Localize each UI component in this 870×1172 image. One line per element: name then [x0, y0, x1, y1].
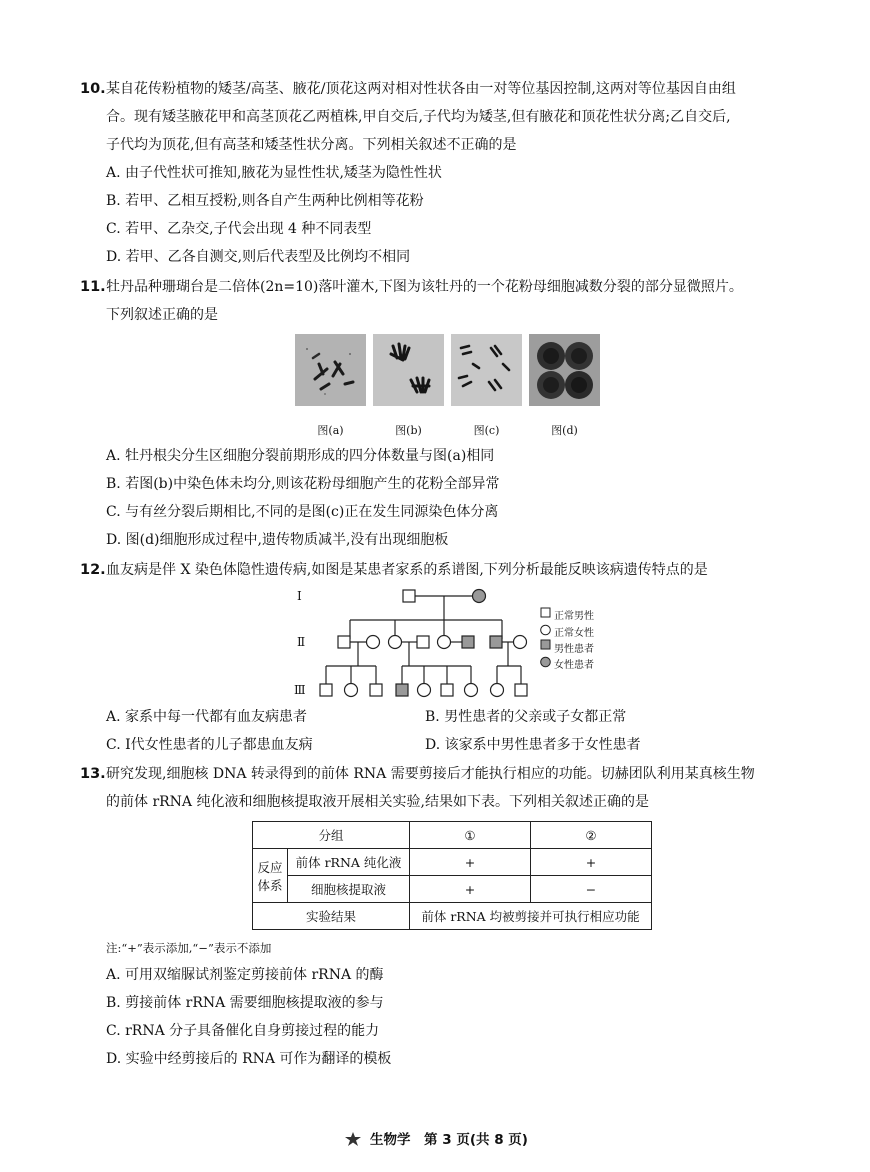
micrograph-a — [295, 334, 366, 406]
table-row — [253, 822, 652, 849]
question-10-stem-line-2: 合。现有矮茎腋花甲和高茎顶花乙两植株,甲自交后,子代均为矮茎,但有腋花和顶花性状分离;乙自交后, — [106, 109, 731, 125]
pedigree-gen3-affected-male — [396, 684, 408, 696]
pedigree-generation-2-label: Ⅱ — [297, 635, 306, 649]
pedigree-generation-3-label: Ⅲ — [294, 683, 306, 697]
question-12-stem: 血友病是伴 X 染色体隐性遗传病,如图是某患者家系的系谱图,下列分析最能反映该病遗传特点的是 — [106, 562, 708, 578]
question-13-option-d: D. 实验中经剪接后的 RNA 可作为翻译的模板 — [106, 1051, 392, 1067]
question-13-stem-line-2: 的前体 rRNA 纯化液和细胞核提取液开展相关实验,结果如下表。下列相关叙述正确的是 — [106, 794, 649, 810]
question-10-stem-line-3: 子代均为顶花,但有高茎和矮茎性状分离。下列相关叙述不正确的是 — [106, 137, 517, 153]
micrograph-caption-c: 图(c) — [473, 424, 500, 437]
table-header-group: 分组 — [253, 822, 410, 849]
table-row1-value1: + — [410, 849, 531, 876]
legend-affected-female: 女性患者 — [554, 660, 594, 671]
table-row2-label: 细胞核提取液 — [288, 876, 410, 903]
micrograph-b — [373, 334, 444, 406]
table-system-label-1: 反应 — [253, 849, 288, 876]
table-row2-value2: − — [531, 876, 652, 903]
table-system-label-2: 体系 — [253, 876, 288, 903]
table-header-col2: ② — [531, 822, 652, 849]
question-13-stem-line-1: 研究发现,细胞核 DNA 转录得到的前体 RNA 需要剪接后才能执行相应的功能。切赫团队利用某真核生物 — [106, 766, 755, 782]
legend-affected-male: 男性患者 — [554, 644, 594, 655]
question-13-option-a: A. 可用双缩脲试剂鉴定剪接前体 rRNA 的酶 — [106, 967, 384, 983]
question-11-option-d: D. 图(d)细胞形成过程中,遗传物质减半,没有出现细胞板 — [106, 532, 449, 548]
question-11-stem-line-1: 牡丹品种珊瑚台是二倍体(2n=10)落叶灌木,下图为该牡丹的一个花粉母细胞减数分裂的部分显微照片。 — [106, 279, 743, 295]
question-11-number: 11. — [80, 279, 106, 295]
pedigree-gen1-affected-female — [473, 590, 486, 603]
footer-page-text: 生物学 第 3 页(共 8 页) — [370, 1132, 528, 1148]
question-10-stem-line-1: 某自花传粉植物的矮茎/高茎、腋花/顶花这两对相对性状各由一对等位基因控制,这两对等位基因自由组 — [106, 81, 736, 97]
question-12-option-b: B. 男性患者的父亲或子女都正常 — [425, 709, 627, 725]
pedigree-chart — [290, 584, 540, 700]
pedigree-gen1-male — [403, 590, 415, 602]
question-12-option-a: A. 家系中每一代都有血友病患者 — [106, 709, 308, 725]
question-13-number: 13. — [80, 766, 106, 782]
table-row1-label: 前体 rRNA 纯化液 — [288, 849, 410, 876]
table-result-value: 前体 rRNA 均被剪接并可执行相应功能 — [410, 903, 652, 930]
question-12-option-d: D. 该家系中男性患者多于女性患者 — [425, 737, 641, 753]
table-note: 注:“+”表示添加,“−”表示不添加 — [106, 941, 272, 955]
question-11-stem-line-2: 下列叙述正确的是 — [106, 307, 218, 323]
table-row — [253, 849, 652, 876]
page-footer — [0, 1128, 870, 1148]
pedigree-legend-symbols — [540, 606, 552, 672]
legend-normal-female: 正常女性 — [554, 628, 594, 639]
micrograph-caption-b: 图(b) — [395, 424, 422, 437]
table-row2-value1: + — [410, 876, 531, 903]
question-13-option-c: C. rRNA 分子具备催化自身剪接过程的能力 — [106, 1023, 380, 1039]
pedigree-generation-1-label: Ⅰ — [297, 589, 302, 603]
pedigree-gen2-affected-male — [490, 636, 502, 648]
table-row — [253, 876, 652, 903]
micrograph-caption-d: 图(d) — [551, 424, 578, 437]
table-result-label: 实验结果 — [253, 903, 410, 930]
pedigree-gen2-affected-male — [462, 636, 474, 648]
micrograph-d — [529, 334, 600, 406]
question-12-number: 12. — [80, 562, 106, 578]
table-row — [253, 903, 652, 930]
question-10-option-a: A. 由子代性状可推知,腋花为显性性状,矮茎为隐性性状 — [106, 165, 442, 181]
question-10-option-c: C. 若甲、乙杂交,子代会出现 4 种不同表型 — [106, 221, 372, 237]
question-10-number: 10. — [80, 81, 106, 97]
table-header-col1: ① — [410, 822, 531, 849]
question-10-option-d: D. 若甲、乙各自测交,则后代表型及比例均不相同 — [106, 249, 411, 265]
question-11-option-c: C. 与有丝分裂后期相比,不同的是图(c)正在发生同源染色体分离 — [106, 504, 499, 520]
question-10-option-b: B. 若甲、乙相互授粉,则各自产生两种比例相等花粉 — [106, 193, 424, 209]
micrograph-caption-a: 图(a) — [317, 424, 344, 437]
experiment-results-table — [252, 821, 652, 930]
publisher-logo-icon — [342, 1131, 364, 1147]
legend-normal-male: 正常男性 — [554, 611, 594, 622]
question-11-option-b: B. 若图(b)中染色体未均分,则该花粉母细胞产生的花粉全部异常 — [106, 476, 500, 492]
question-13-option-b: B. 剪接前体 rRNA 需要细胞核提取液的参与 — [106, 995, 384, 1011]
question-11-option-a: A. 牡丹根尖分生区细胞分裂前期形成的四分体数量与图(a)相同 — [106, 448, 495, 464]
question-12-option-c: C. Ⅰ代女性患者的儿子都患血友病 — [106, 737, 313, 753]
table-row1-value2: + — [531, 849, 652, 876]
micrograph-c — [451, 334, 522, 406]
